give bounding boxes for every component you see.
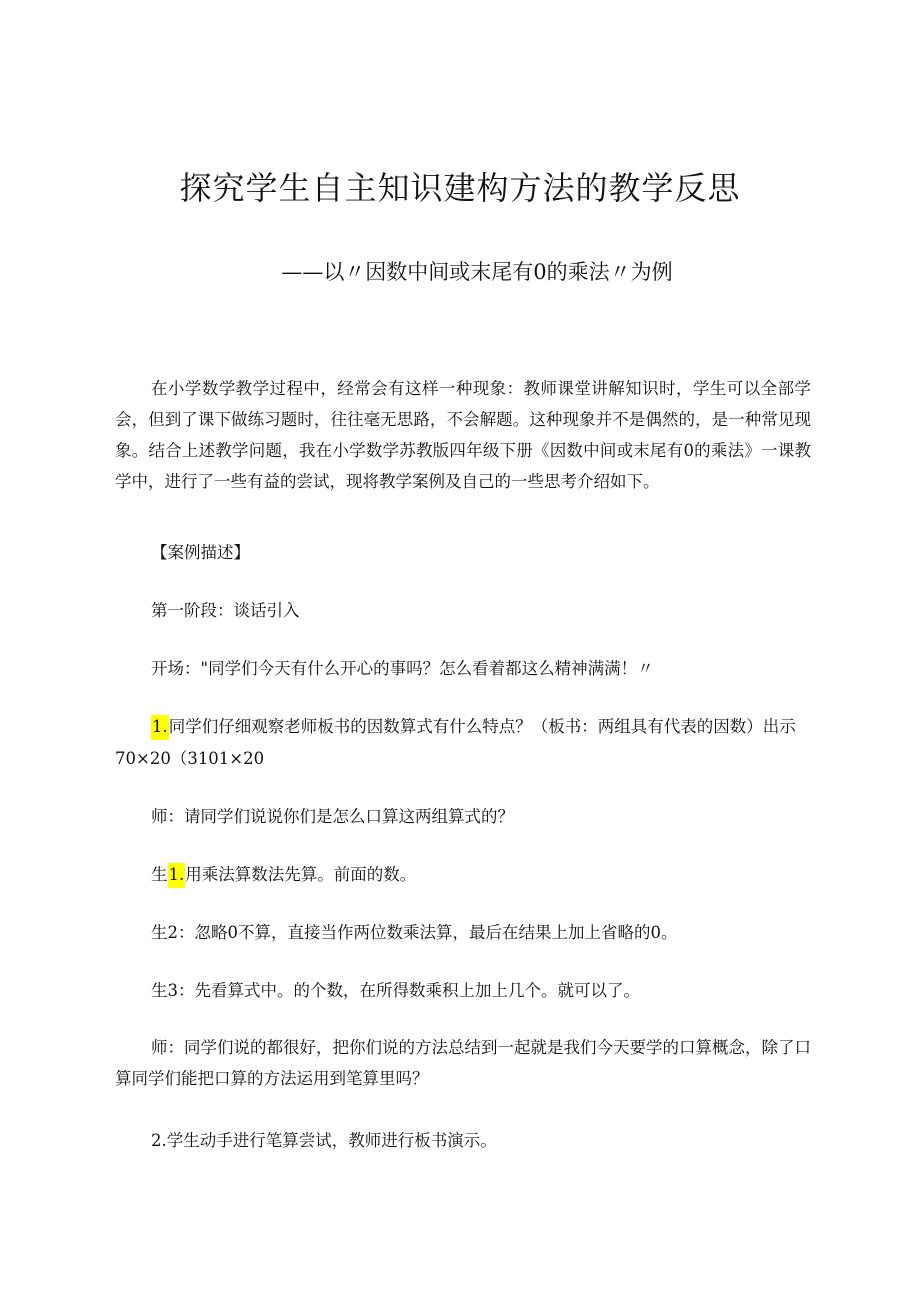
item-1-continuation: 70×20（3101×20 [115,749,265,768]
document-title: 探究学生自主知识建构方法的教学反思 [179,169,741,207]
stage-one-heading: 第一阶段：谈话引入 [151,601,300,620]
teacher-question-2: 师：同学们说的都很好，把你们说的方法总结到一起就是我们今天要学的口算概念，除了口算同学们能把口算的方法运用到笔算里吗？ [115,1038,811,1088]
teacher-question-1: 师：请同学们说说你们是怎么口算这两组算式的？ [151,807,514,826]
item-1-text: 同学们仔细观察老师板书的因数算式有什么特点？（板书：两组具有代表的因数）出示 [168,717,796,736]
intro-paragraph: 在小学数学教学过程中，经常会有这样一种现象：教师课堂讲解知识时，学生可以全部学会，但到了课下做练习题时，往往毫无思路，不会解题。这种现象并不是偶然的，是一种常见现象。结合上述教学问题，我在小学数学苏教版四年级下册《因数中间或末尾有0的乘法》一课教学中，进行了一些有益的尝试，现将教学案例及自己的一些思考介绍如下。 [115,379,811,491]
section-heading: 【案例描述】 [151,543,250,562]
student-3-line: 生3：先看算式中。的个数，在所得数乘积上加上几个。就可以了。 [151,981,640,1000]
student-1-line [151,861,416,889]
document-subtitle: ——以〃因数中间或末尾有0的乘法〃为例 [281,260,673,284]
student-1-text: 用乘法算数法先算。前面的数。 [185,865,417,884]
student-1-marker: 1. [168,863,186,888]
item-1-line [151,713,796,741]
student-2-line: 生2：忽略0不算，直接当作两位数乘法算，最后在结果上加上省略的0。 [151,923,678,942]
student-1-prefix: 生 [151,865,168,884]
item-1-marker: 1. [151,715,169,740]
opening-line: 开场："同学们今天有什么开心的事吗？怎么看着都这么精神满满！〃 [151,659,654,678]
item-2-line: 2.学生动手进行笔算尝试，教师进行板书演示。 [151,1131,497,1150]
